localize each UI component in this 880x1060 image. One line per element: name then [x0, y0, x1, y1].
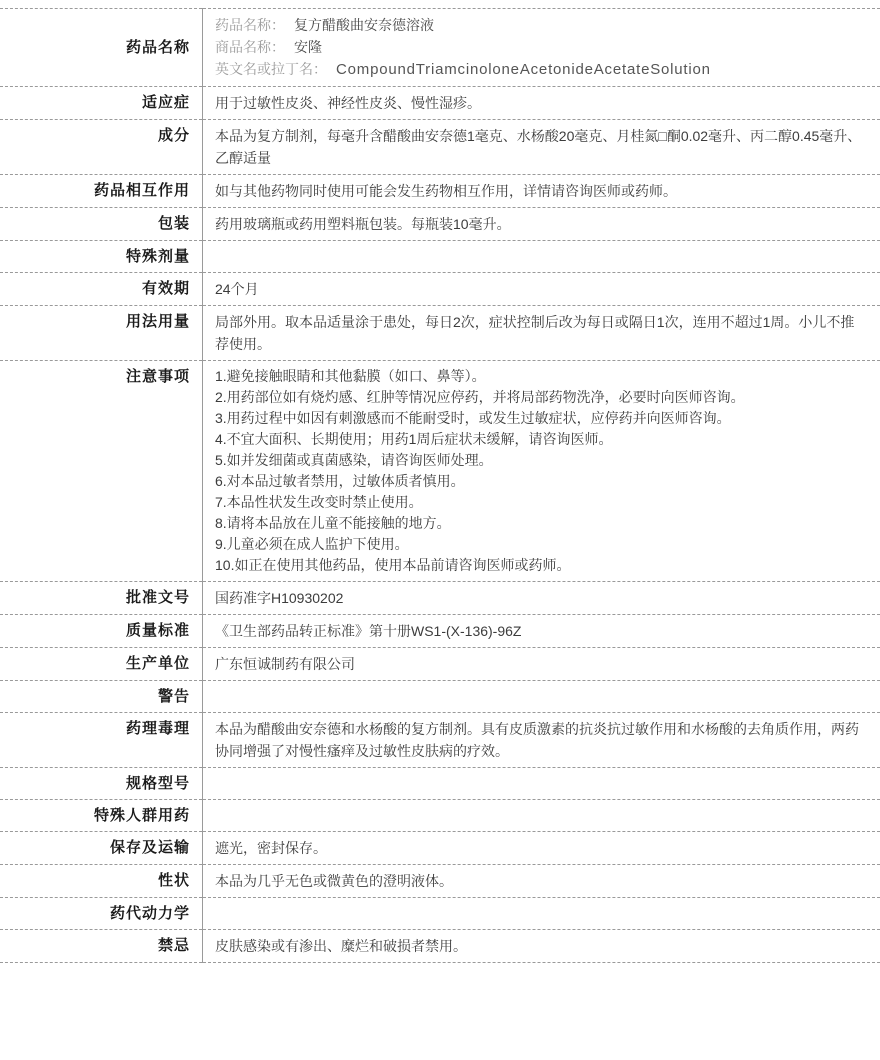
field-label: 药品名称：	[215, 17, 285, 33]
row-label: 适应症	[0, 87, 203, 120]
row-label: 批准文号	[0, 582, 203, 615]
row-content	[203, 361, 880, 582]
row-content	[203, 681, 880, 713]
row-label: 药品名称	[0, 9, 203, 87]
table-row	[0, 930, 880, 963]
note-line: 6.对本品过敏者禁用，过敏体质者慎用。	[215, 473, 465, 489]
field-line	[215, 36, 868, 58]
row-label: 性状	[0, 865, 203, 898]
table-row	[0, 768, 880, 800]
note-line: 10.如正在使用其他药品，使用本品前请咨询医师或药师。	[215, 557, 571, 573]
row-content	[203, 9, 880, 87]
table-row	[0, 582, 880, 615]
table-row	[0, 273, 880, 306]
row-content: 本品为复方制剂，每毫升含醋酸曲安奈德1毫克、水杨酸20毫克、月桂氮□酮0.02毫升、丙二醇0.45毫升、乙醇适量	[203, 120, 880, 175]
row-label: 药理毒理	[0, 713, 203, 768]
row-label: 警告	[0, 681, 203, 713]
table-row	[0, 800, 880, 832]
note-line: 4.不宜大面积、长期使用；用药1周后症状未缓解，请咨询医师。	[215, 431, 613, 447]
note-line: 2.用药部位如有烧灼感、红肿等情况应停药，并将局部药物洗净，必要时向医师咨询。	[215, 389, 745, 405]
row-label: 药品相互作用	[0, 175, 203, 208]
row-label: 禁忌	[0, 930, 203, 963]
table-row	[0, 120, 880, 175]
table-row	[0, 241, 880, 273]
row-content: 皮肤感染或有渗出、糜烂和破损者禁用。	[203, 930, 880, 963]
row-label: 包装	[0, 208, 203, 241]
row-label: 注意事项	[0, 361, 203, 582]
row-label: 生产单位	[0, 648, 203, 681]
row-content: 局部外用。取本品适量涂于患处，每日2次，症状控制后改为每日或隔日1次，连用不超过1周。小儿不推荐使用。	[203, 306, 880, 361]
row-label: 保存及运输	[0, 832, 203, 865]
row-content: 《卫生部药品转正标准》第十册WS1-(X-136)-96Z	[203, 615, 880, 648]
note-line: 5.如并发细菌或真菌感染，请咨询医师处理。	[215, 452, 493, 468]
field-value: 安隆	[294, 39, 322, 55]
row-content: 国药准字H10930202	[203, 582, 880, 615]
row-content: 本品为醋酸曲安奈德和水杨酸的复方制剂。具有皮质激素的抗炎抗过敏作用和水杨酸的去角质作用，两药协同增强了对慢性瘙痒及过敏性皮肤病的疗效。	[203, 713, 880, 768]
table-row	[0, 175, 880, 208]
row-content: 广东恒诚制药有限公司	[203, 648, 880, 681]
row-content	[203, 898, 880, 930]
row-label: 特殊剂量	[0, 241, 203, 273]
row-content: 本品为几乎无色或微黄色的澄明液体。	[203, 865, 880, 898]
note-line: 7.本品性状发生改变时禁止使用。	[215, 494, 423, 510]
row-content	[203, 800, 880, 832]
note-line: 3.用药过程中如因有刺激感而不能耐受时，或发生过敏症状，应停药并向医师咨询。	[215, 410, 731, 426]
row-label: 药代动力学	[0, 898, 203, 930]
page	[0, 8, 880, 1060]
field-line	[215, 58, 868, 81]
row-label: 特殊人群用药	[0, 800, 203, 832]
row-content: 药用玻璃瓶或药用塑料瓶包装。每瓶装10毫升。	[203, 208, 880, 241]
row-content	[203, 241, 880, 273]
row-content: 用于过敏性皮炎、神经性皮炎、慢性湿疹。	[203, 87, 880, 120]
row-content: 如与其他药物同时使用可能会发生药物相互作用，详情请咨询医师或药师。	[203, 175, 880, 208]
row-content: 24个月	[203, 273, 880, 306]
row-content	[203, 768, 880, 800]
table-row	[0, 361, 880, 582]
field-label: 英文名或拉丁名：	[215, 61, 327, 77]
drug-info-table	[0, 8, 880, 963]
table-row	[0, 898, 880, 930]
table-row	[0, 208, 880, 241]
note-line: 1.避免接触眼睛和其他黏膜（如口、鼻等）。	[215, 368, 486, 384]
row-content: 遮光，密封保存。	[203, 832, 880, 865]
note-line: 9.儿童必须在成人监护下使用。	[215, 536, 409, 552]
note-line: 8.请将本品放在儿童不能接触的地方。	[215, 515, 451, 531]
table-row	[0, 615, 880, 648]
row-label: 成分	[0, 120, 203, 175]
row-label: 规格型号	[0, 768, 203, 800]
table-row	[0, 681, 880, 713]
field-value: 复方醋酸曲安奈德溶液	[294, 17, 434, 33]
table-row	[0, 713, 880, 768]
row-label: 用法用量	[0, 306, 203, 361]
table-row	[0, 87, 880, 120]
field-line	[215, 14, 868, 36]
table-row	[0, 832, 880, 865]
field-label: 商品名称：	[215, 39, 285, 55]
row-label: 有效期	[0, 273, 203, 306]
field-value: CompoundTriamcinoloneAcetonideAcetateSolution	[336, 61, 711, 78]
table-row	[0, 865, 880, 898]
row-label: 质量标准	[0, 615, 203, 648]
table-row	[0, 306, 880, 361]
table-row	[0, 9, 880, 87]
table-row	[0, 648, 880, 681]
